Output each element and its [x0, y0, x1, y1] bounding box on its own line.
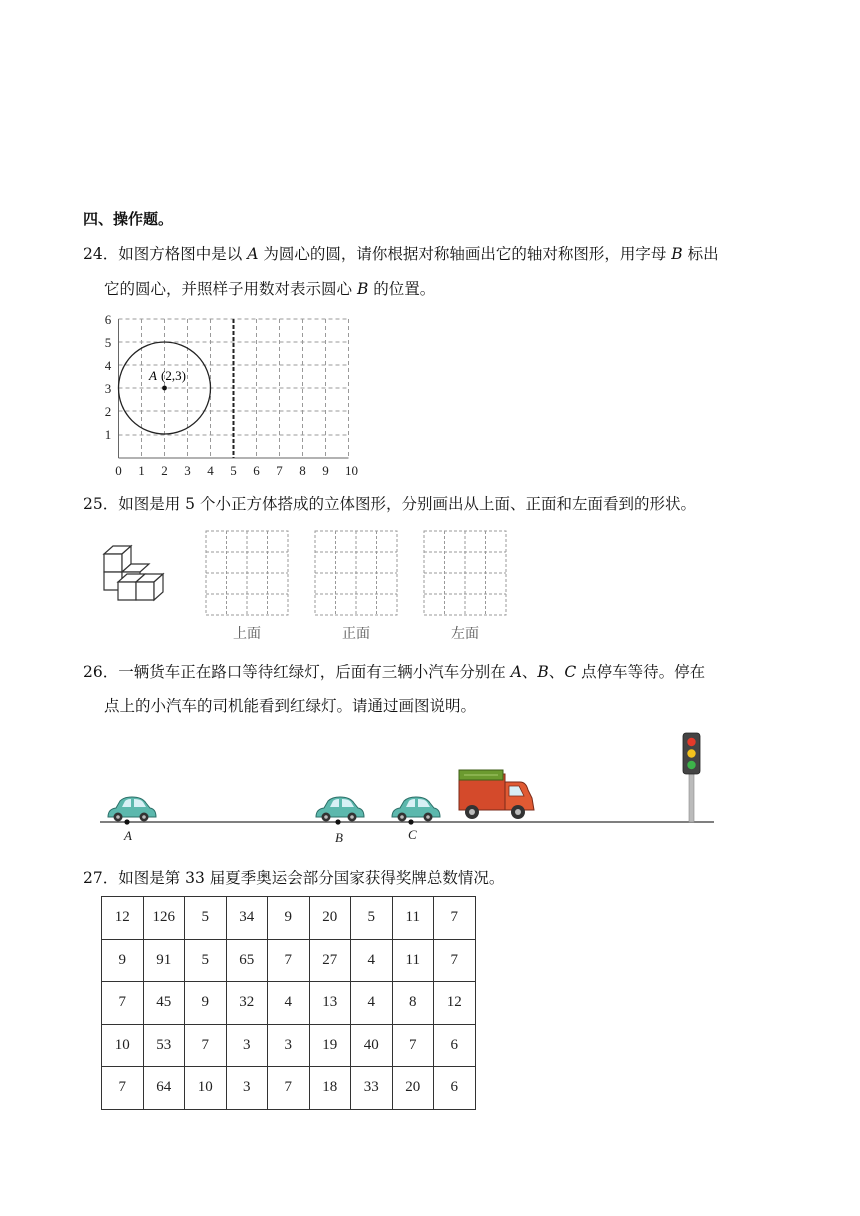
drawing-grid-front	[315, 531, 397, 615]
point-a-coord: (2,3)	[161, 368, 186, 383]
table-row	[102, 939, 476, 982]
table-cell: 10	[102, 1024, 144, 1067]
table-cell: 12	[102, 897, 144, 940]
x-tick: 3	[184, 463, 191, 478]
x-tick: 4	[207, 463, 214, 478]
table-cell: 91	[143, 939, 185, 982]
x-tick: 9	[322, 463, 329, 478]
y-tick-labels	[105, 312, 112, 442]
table-cell: 27	[309, 939, 351, 982]
q24-line1: 24．如图方格图中是以 A 为圆心的圆，请你根据对称轴画出它的轴对称图形，用字母 B 标出	[83, 245, 719, 263]
table-cell: 13	[309, 982, 351, 1025]
drawing-grid-top	[206, 531, 288, 615]
table-cell: 126	[143, 897, 185, 940]
q26-line1: 26．一辆货车正在路口等待红绿灯，后面有三辆小汽车分别在 A、B、C 点停车等待。停在	[83, 663, 706, 681]
coordinate-grid	[95, 308, 370, 480]
truck	[459, 770, 534, 819]
table-cell: 45	[143, 982, 185, 1025]
q25-line: 25．如图是用 5 个小正方体搭成的立体图形，分别画出从上面、正面和左面看到的形状。	[83, 495, 696, 513]
y-tick: 5	[104, 335, 112, 350]
label-a: A	[124, 828, 132, 843]
table-cell: 32	[226, 982, 268, 1025]
car-b	[316, 797, 364, 822]
q26-line2: 点上的小汽车的司机能看到红绿灯。请通过画图说明。	[104, 697, 477, 715]
x-tick: 1	[138, 463, 145, 478]
x-tick: 10	[345, 463, 358, 478]
table-cell: 33	[351, 1067, 393, 1110]
medals-table	[101, 896, 476, 1110]
q25-number: 25．	[83, 495, 119, 513]
section-title: 四、操作题。	[83, 210, 174, 228]
table-cell: 3	[268, 1024, 310, 1067]
table-cell: 9	[185, 982, 227, 1025]
table-cell: 11	[392, 939, 434, 982]
table-cell: 9	[102, 939, 144, 982]
table-cell: 10	[185, 1067, 227, 1110]
q27-line: 27．如图是第 33 届夏季奥运会部分国家获得奖牌总数情况。	[83, 869, 505, 887]
table-cell: 7	[434, 897, 476, 940]
point-c	[408, 819, 413, 824]
table-cell: 7	[268, 1067, 310, 1110]
table-cell: 12	[434, 982, 476, 1025]
table-cell: 4	[351, 939, 393, 982]
q24-number: 24．	[83, 245, 119, 263]
table-cell: 5	[185, 939, 227, 982]
table-cell: 40	[351, 1024, 393, 1067]
table-cell: 7	[102, 1067, 144, 1110]
table-row	[102, 982, 476, 1025]
point-a-label: A	[149, 368, 157, 383]
center-point-a	[162, 386, 167, 391]
q27-number: 27．	[83, 869, 119, 887]
table-cell: 53	[143, 1024, 185, 1067]
table-cell: 34	[226, 897, 268, 940]
label-c: C	[408, 827, 417, 842]
table-cell: 4	[268, 982, 310, 1025]
table-cell: 7	[102, 982, 144, 1025]
x-tick: 8	[299, 463, 306, 478]
y-tick: 1	[104, 427, 112, 442]
y-tick: 4	[104, 358, 112, 373]
q26-road-scene	[100, 730, 718, 848]
drawing-grid-left	[424, 531, 506, 615]
table-cell: 5	[185, 897, 227, 940]
table-cell: 20	[309, 897, 351, 940]
table-cell: 65	[226, 939, 268, 982]
point-b	[335, 819, 340, 824]
table-cell: 18	[309, 1067, 351, 1110]
table-cell: 6	[434, 1024, 476, 1067]
table-row	[102, 1067, 476, 1110]
table-cell: 9	[268, 897, 310, 940]
x-tick: 2	[161, 463, 168, 478]
table-cell: 64	[143, 1067, 185, 1110]
table-cell: 5	[351, 897, 393, 940]
table-cell: 11	[392, 897, 434, 940]
table-cell: 7	[268, 939, 310, 982]
table-row	[102, 1024, 476, 1067]
table-cell: 3	[226, 1024, 268, 1067]
traffic-light	[683, 733, 700, 822]
y-tick: 3	[104, 381, 112, 396]
x-tick-labels	[115, 463, 358, 478]
table-cell: 7	[185, 1024, 227, 1067]
table-cell: 3	[226, 1067, 268, 1110]
car-a	[108, 797, 156, 822]
x-tick: 7	[276, 463, 283, 478]
y-tick: 2	[104, 404, 112, 419]
table-cell: 19	[309, 1024, 351, 1067]
x-tick: 6	[253, 463, 260, 478]
q26-number: 26．	[83, 663, 119, 681]
table-cell: 7	[392, 1024, 434, 1067]
table-cell: 20	[392, 1067, 434, 1110]
table-cell: 7	[434, 939, 476, 982]
table-row	[102, 897, 476, 940]
label-front-view: 正面	[342, 627, 370, 642]
label-b: B	[335, 830, 343, 845]
car-c	[392, 797, 440, 822]
cube-structure	[104, 546, 163, 600]
q24-line2: 它的圆心，并照样子用数对表示圆心 B 的位置。	[104, 280, 436, 298]
x-tick: 5	[230, 463, 237, 478]
table-cell: 4	[351, 982, 393, 1025]
label-top-view: 上面	[233, 627, 261, 642]
table-cell: 6	[434, 1067, 476, 1110]
label-left-view: 左面	[451, 627, 479, 642]
table-cell: 8	[392, 982, 434, 1025]
point-a	[124, 819, 129, 824]
q25-figure	[100, 528, 510, 646]
y-tick: 6	[104, 312, 112, 327]
x-tick: 0	[115, 463, 122, 478]
